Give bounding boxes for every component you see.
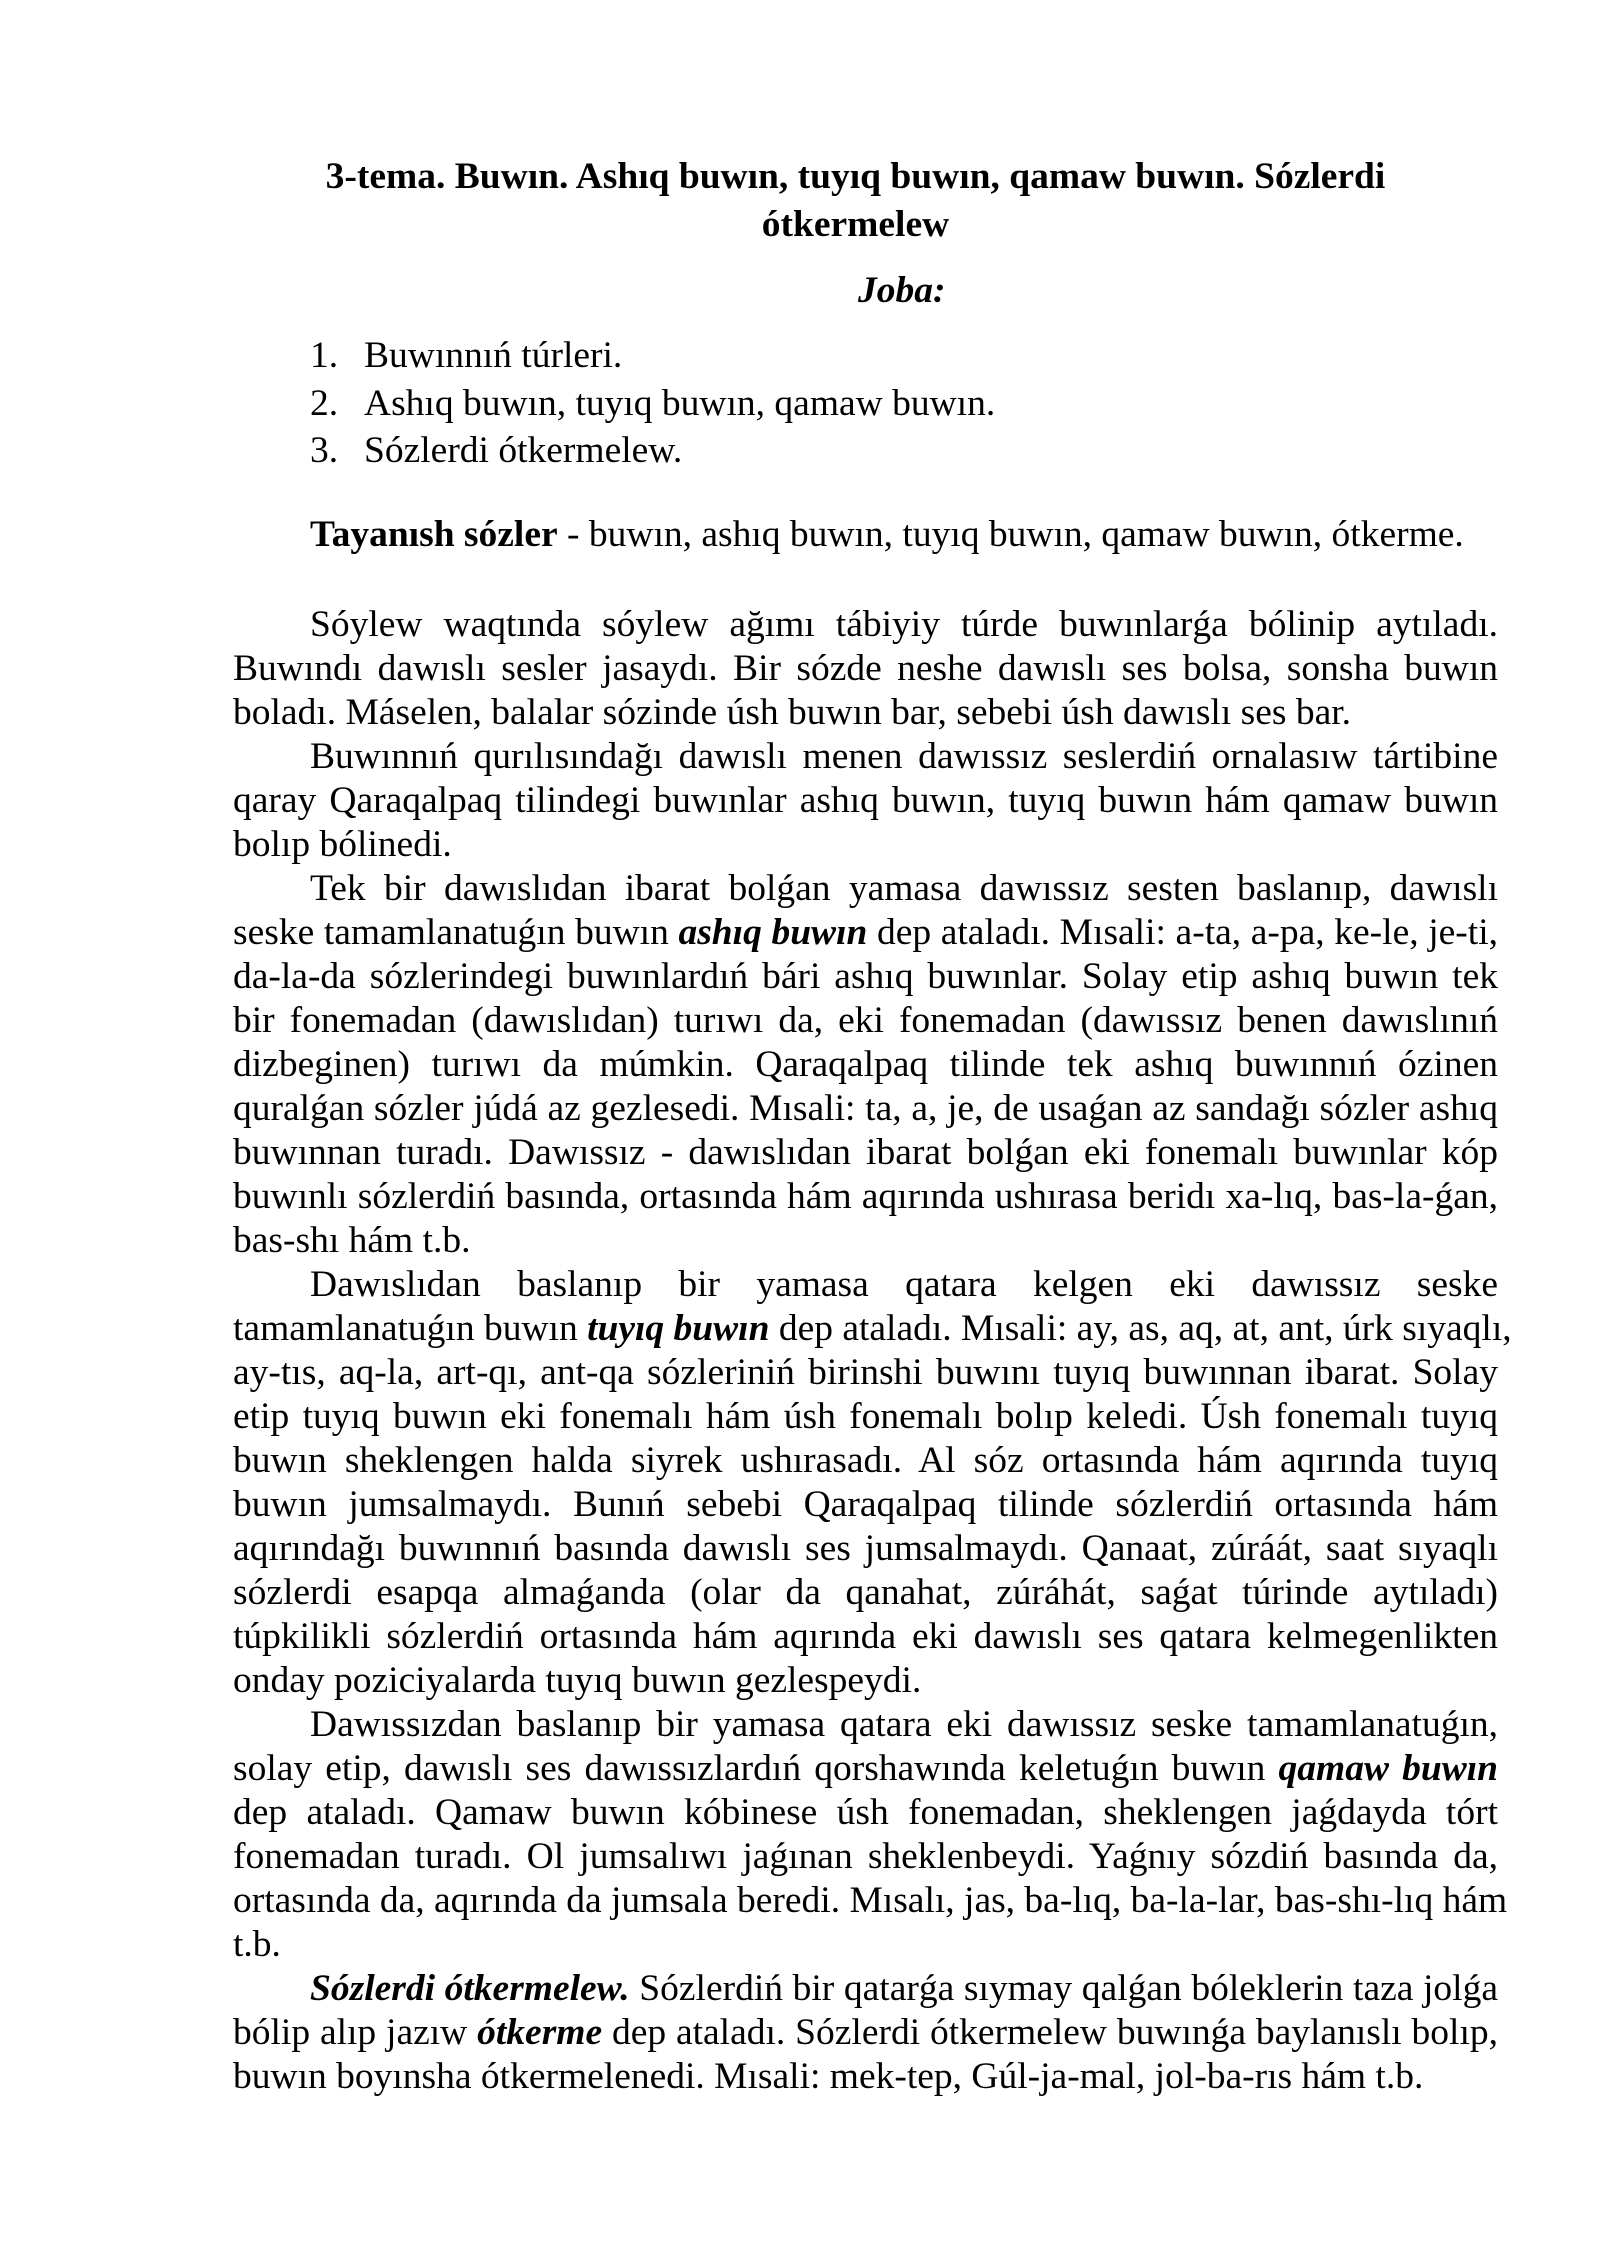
plan-item-number: 2. [310, 382, 339, 424]
title-line: ótkermelew [761, 204, 950, 245]
text-line [233, 1351, 1498, 1395]
text-line [233, 1219, 1498, 1263]
text-line [233, 1791, 1498, 1835]
text-line [233, 1923, 1498, 1967]
text-line [233, 1087, 1498, 1131]
text-line [233, 1483, 1498, 1527]
text-line [233, 1131, 1498, 1175]
text-segment: boladı. Máselen, balalar sózinde úsh buwın bar, sebebi úsh dawıslı ses bar. [233, 692, 1352, 733]
plan-item-number: 3. [310, 430, 339, 471]
text-segment: sózlerdi esapqa almaǵanda (olar da qanahat, zúráhát, saǵat túrinde aytıladı) [233, 1572, 1498, 1613]
text-segment: buwın jumsalmaydı. Bunıń sebebi Qaraqalpaq tilinde sózlerdiń ortasında hám [233, 1484, 1498, 1525]
body-text [233, 603, 1512, 2099]
plan-item-text: Ashıq buwın, tuyıq buwın, qamaw buwın. [364, 382, 996, 424]
plan-heading: Joba: [858, 270, 946, 311]
text-segment: túpkilikli sózlerdiń ortasında hám aqırında eki dawıslı ses qatara kelmegenlikten [233, 1616, 1498, 1657]
paragraph [233, 1263, 1512, 1703]
title-line: 3-tema. Buwın. Ashıq buwın, tuyıq buwın, qamaw buwın. Sózlerdi [325, 156, 1386, 197]
text-segment: solay etip, dawıslı ses dawıssızlardıń qorshawında keletuǵın buwın [233, 1748, 1279, 1789]
text-line [233, 1527, 1498, 1571]
text-segment: aqırındağı buwınnıń basında dawıslı ses jumsalmaydı. Qanaat, zúráát, saat sıyaqlı [233, 1528, 1498, 1569]
text-segment: Sóylew waqtında sóylew ağımı tábiyiy túrde buwınlarǵa bólinip aytıladı. [310, 604, 1498, 645]
plan-item [233, 427, 1498, 475]
keywords-line [233, 513, 1498, 557]
plan-item [233, 380, 1498, 428]
text-segment: t.b. [233, 1924, 281, 1965]
text-segment: Buwındı dawıslı sesler jasaydı. Bir sózde neshe dawıslı ses bolsa, sonsha buwın [233, 648, 1498, 689]
text-line [233, 911, 1498, 955]
text-line [233, 1307, 1512, 1351]
plan-list [233, 332, 1498, 475]
text-segment: dep ataladı. Sózlerdi ótkermelew buwınǵa baylanıslı bolıp, [602, 2012, 1498, 2053]
text-line [233, 1747, 1498, 1791]
text-line [233, 1615, 1498, 1659]
text-line [233, 1395, 1498, 1439]
text-line [233, 823, 1498, 867]
text-segment: bólip alıp jazıw [233, 2012, 478, 2053]
text-line [233, 779, 1498, 823]
text-line [233, 647, 1498, 691]
keywords-label: Tayanısh sózler [310, 514, 558, 555]
text-line [233, 1835, 1498, 1879]
text-line [233, 955, 1498, 999]
text-line [233, 735, 1498, 779]
text-line [233, 1967, 1498, 2011]
page-title [233, 153, 1498, 249]
text-line [233, 2011, 1498, 2055]
plan-item-text: Sózlerdi ótkermelew. [364, 430, 683, 471]
text-segment: Tek bir dawıslıdan ibarat bolǵan yamasa dawıssız sesten baslanıp, dawıslı [310, 868, 1498, 909]
text-line [233, 2055, 1498, 2099]
text-segment: ay-tıs, aq-la, art-qı, ant-qa sózleriniń birinshi buwını tuyıq buwınnan ibarat. Solay [233, 1352, 1498, 1393]
text-segment: qaray Qaraqalpaq tilindegi buwınlar ashıq buwın, tuyıq buwın hám qamaw buwın [233, 780, 1498, 821]
text-segment: dep ataladı. Qamaw buwın kóbinese úsh fonemadan, sheklengen jaǵdayda tórt [233, 1792, 1498, 1833]
text-segment: quralǵan sózler júdá az gezlesedi. Mısali: ta, a, je, de usaǵan az sandağı sózler ashıq [233, 1088, 1498, 1129]
paragraph [233, 735, 1498, 867]
text-segment: buwın sheklengen halda siyrek ushırasadı. Al sóz ortasında hám aqırında tuyıq [233, 1440, 1498, 1481]
text-segment: Buwınnıń qurılısındağı dawıslı menen dawıssız seslerdiń ornalasıw tártibine [310, 736, 1498, 777]
text-segment: Dawıssızdan baslanıp bir yamasa qatara eki dawıssız seske tamamlanatuǵın, [310, 1704, 1498, 1745]
plan-item-text: Buwınnıń túrleri. [364, 335, 623, 376]
text-segment: tamamlanatuǵın buwın [233, 1308, 588, 1349]
text-line [233, 1263, 1498, 1307]
text-line [233, 1175, 1498, 1219]
text-segment: bir fonemadan (dawıslıdan) turıwı da, eki fonemadan (dawıssız benen dawıslınıń [233, 1000, 1498, 1041]
text-line [233, 1659, 1498, 1703]
text-line [233, 1571, 1498, 1615]
paragraph [233, 1967, 1498, 2099]
text-segment: buwınlı sózlerdiń basında, ortasında hám aqırında ushırasa beridı xa-lıq, bas-la-ǵan, [233, 1176, 1498, 1217]
text-line [233, 1703, 1498, 1747]
text-segment: seske tamamlanatuǵın buwın [233, 912, 679, 953]
keywords-text: - buwın, ashıq buwın, tuyıq buwın, qamaw buwın, ótkerme. [557, 514, 1464, 555]
text-segment: bas-shı hám t.b. [233, 1220, 471, 1261]
text-line [233, 691, 1498, 735]
text-segment: dep ataladı. Mısali: ay, as, aq, at, ant, úrk sıyaqlı, [769, 1308, 1512, 1349]
text-segment: ortasında da, aqırında da jumsala beredi. Mısalı, jas, ba-lıq, ba-la-lar, bas-shı-lıq hám [233, 1880, 1508, 1921]
paragraph [233, 1703, 1508, 1967]
text-segment: buwınnan turadı. Dawıssız - dawıslıdan ibarat bolǵan eki fonemalı buwınlar kóp [233, 1132, 1498, 1173]
emphasized-term: qamaw buwın [1278, 1748, 1498, 1789]
text-segment: etip tuyıq buwın eki fonemalı hám úsh fonemalı bolıp keledi. Úsh fonemalı tuyıq [233, 1396, 1498, 1437]
plan-item [233, 332, 1498, 380]
emphasized-term: ótkerme [477, 2012, 603, 2053]
text-segment: bolıp bólinedi. [233, 824, 452, 865]
text-segment: Sózlerdiń bir qatarǵa sıymay qalǵan bóleklerin taza jolǵa [629, 1968, 1498, 2009]
emphasized-term: ashıq buwın [678, 912, 868, 953]
text-segment: Dawıslıdan baslanıp bir yamasa qatara kelgen eki dawıssız seske [310, 1264, 1498, 1305]
text-segment: dep ataladı. Mısali: a-ta, a-pa, ke-le, je-ti, [867, 912, 1498, 953]
text-segment: buwın boyınsha ótkermelenedi. Mısali: mek-tep, Gúl-ja-mal, jol-ba-rıs hám t.b. [233, 2056, 1424, 2097]
paragraph [233, 867, 1498, 1263]
text-segment: onday poziciyalarda tuyıq buwın gezlespeydi. [233, 1660, 922, 1701]
emphasized-term: tuyıq buwın [587, 1308, 770, 1349]
emphasized-term: Sózlerdi ótkermelew. [310, 1968, 630, 2009]
text-line [233, 1439, 1498, 1483]
text-line [233, 999, 1498, 1043]
text-line [233, 867, 1498, 911]
plan-item-number: 1. [310, 335, 339, 376]
paragraph [233, 603, 1498, 735]
text-line [233, 1043, 1498, 1087]
text-line [233, 1879, 1508, 1923]
text-segment: fonemadan turadı. Ol jumsalıwı jaǵınan sheklenbeydi. Yaǵnıy sózdiń basında da, [233, 1836, 1498, 1877]
text-segment: dizbeginen) turıwı da múmkin. Qaraqalpaq tilinde tek ashıq buwınnıń ózinen [233, 1044, 1498, 1085]
text-line [233, 603, 1498, 647]
page-content [233, 153, 1512, 2099]
text-segment: da-la-da sózlerindegi buwınlardıń bári ashıq buwınlar. Solay etip ashıq buwın tek [233, 956, 1498, 997]
